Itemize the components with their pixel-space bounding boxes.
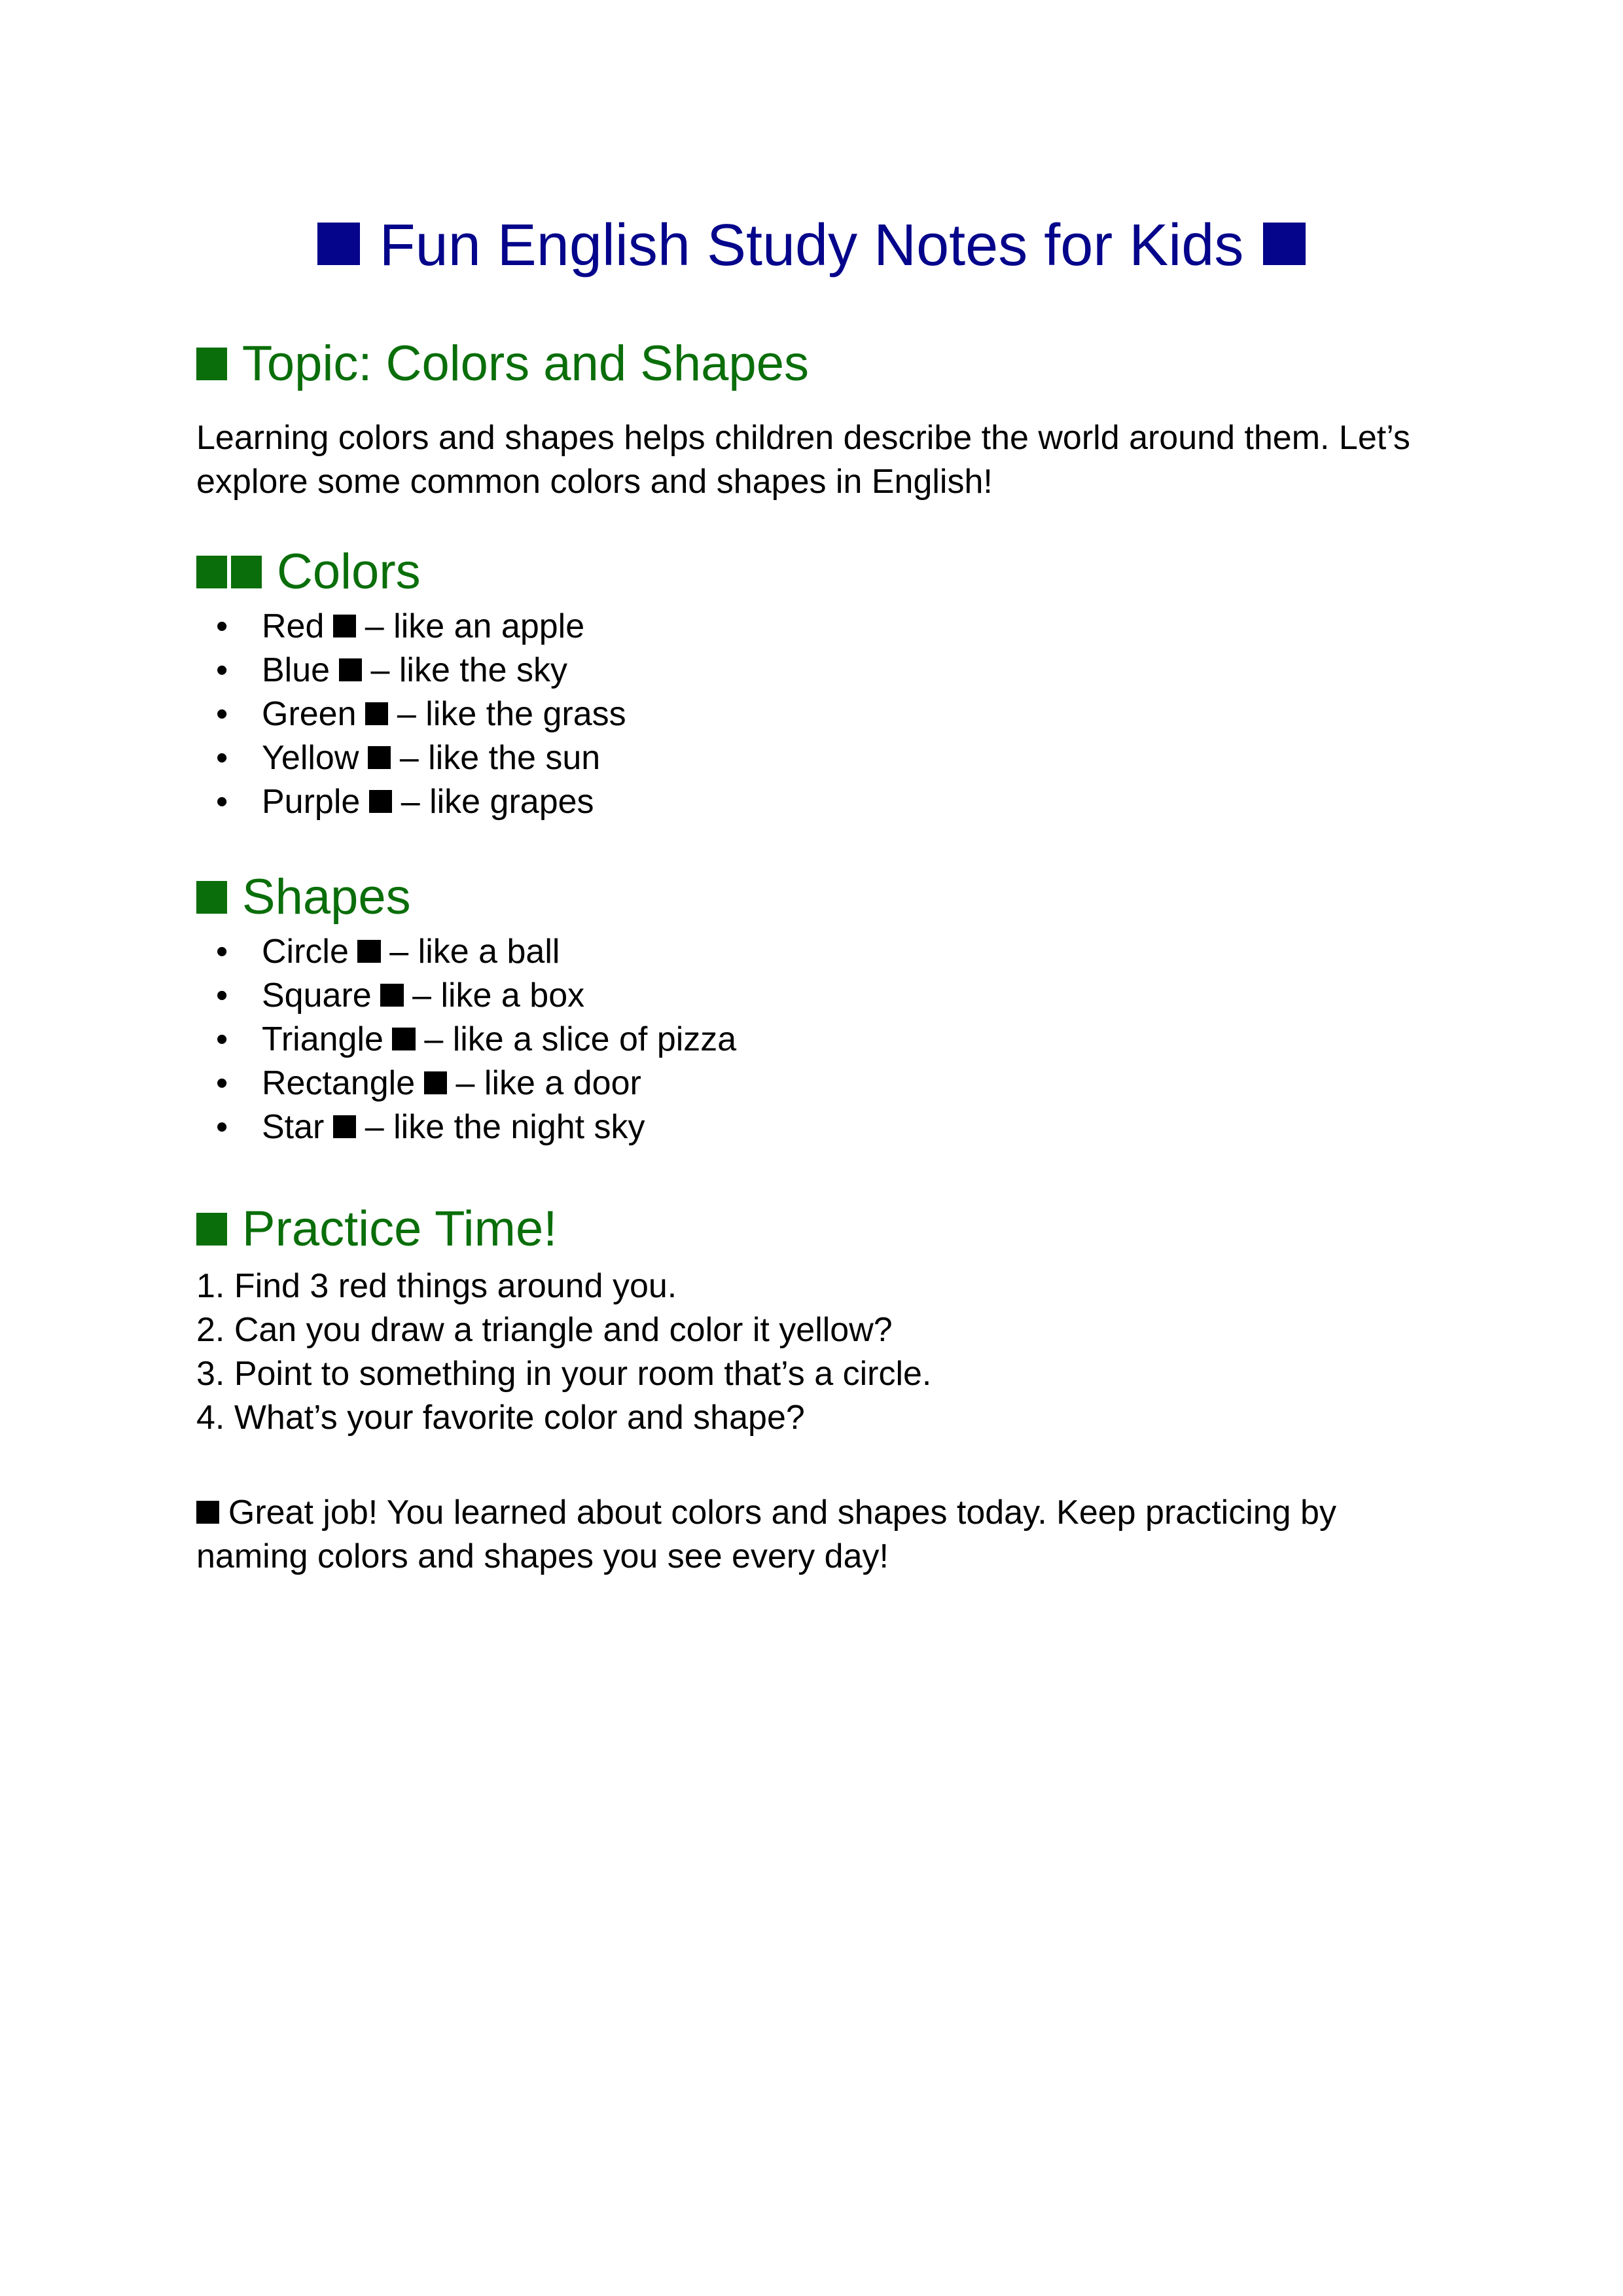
- bullet-icon: •: [216, 933, 228, 971]
- shapes-list: [196, 930, 1427, 1149]
- section-heading-colors: [196, 546, 1427, 598]
- practice-item-2: 2. Can you draw a triangle and color it yellow?: [196, 1311, 893, 1349]
- list-item-circle: [196, 930, 1427, 974]
- black-square-icon: [365, 702, 388, 725]
- section-heading-topic-text: Topic: Colors and Shapes: [241, 336, 809, 391]
- section-heading-shapes: [196, 871, 1427, 924]
- black-square-icon: [424, 1071, 447, 1094]
- shape-desc: – like a door: [455, 1064, 641, 1102]
- list-item-green: [196, 692, 1427, 736]
- page-title-text: Fun English Study Notes for Kids: [379, 213, 1244, 278]
- bullet-icon: •: [216, 695, 228, 733]
- practice-item-3: 3. Point to something in your room that’s a circle.: [196, 1355, 932, 1393]
- color-name: Purple: [262, 783, 361, 821]
- color-name: Yellow: [262, 739, 359, 777]
- shape-desc: – like the night sky: [365, 1108, 645, 1146]
- black-square-icon: [339, 658, 362, 681]
- black-square-icon: [357, 940, 380, 963]
- list-item-star: [196, 1105, 1427, 1149]
- section-heading-practice: [196, 1203, 1427, 1255]
- practice-list: [196, 1265, 1427, 1440]
- shape-name: Square: [262, 977, 372, 1014]
- list-item-rectangle: [196, 1062, 1427, 1105]
- color-desc: – like the sun: [399, 739, 601, 777]
- list-item-triangle: [196, 1018, 1427, 1062]
- bullet-icon: •: [216, 1020, 228, 1058]
- shape-name: Rectangle: [262, 1064, 416, 1102]
- color-desc: – like an apple: [365, 607, 585, 645]
- list-item-square: [196, 974, 1427, 1018]
- shape-desc: – like a box: [412, 977, 585, 1014]
- color-name: Green: [262, 695, 357, 733]
- black-square-icon: [333, 615, 356, 637]
- shape-desc: – like a ball: [389, 933, 560, 971]
- closing-note: [196, 1491, 1427, 1579]
- section-heading-practice-text: Practice Time!: [241, 1201, 558, 1257]
- color-desc: – like the sky: [370, 651, 568, 689]
- black-square-icon: [392, 1028, 415, 1050]
- green-square-icon: [196, 881, 227, 914]
- black-square-icon: [196, 1501, 219, 1524]
- shape-name: Circle: [262, 933, 349, 971]
- green-square-icon: [196, 556, 227, 588]
- list-item-yellow: [196, 736, 1427, 780]
- color-name: Blue: [262, 651, 330, 689]
- black-square-icon: [380, 984, 403, 1007]
- color-name: Red: [262, 607, 325, 645]
- section-heading-shapes-text: Shapes: [241, 869, 411, 925]
- navy-square-icon: [317, 223, 360, 265]
- shape-name: Triangle: [262, 1020, 383, 1058]
- green-square-icon: [196, 348, 227, 380]
- black-square-icon: [368, 746, 391, 769]
- bullet-icon: •: [216, 977, 228, 1014]
- practice-item-1: 1. Find 3 red things around you.: [196, 1267, 677, 1305]
- list-item-red: [196, 605, 1427, 649]
- intro-paragraph: Learning colors and shapes helps children describe the world around them. Let’s explore some common colors and shapes in English!: [196, 419, 1410, 501]
- bullet-icon: •: [216, 607, 228, 645]
- bullet-icon: •: [216, 651, 228, 689]
- page-title: [196, 213, 1427, 278]
- bullet-icon: •: [216, 739, 228, 777]
- color-desc: – like grapes: [401, 783, 594, 821]
- colors-list: [196, 605, 1427, 824]
- list-item-purple: [196, 780, 1427, 824]
- closing-note-text: Great job! You learned about colors and shapes today. Keep practicing by naming colors and shapes you see every day!: [196, 1494, 1336, 1575]
- shape-desc: – like a slice of pizza: [424, 1020, 737, 1058]
- bullet-icon: •: [216, 1064, 228, 1102]
- black-square-icon: [369, 790, 392, 813]
- color-desc: – like the grass: [397, 695, 626, 733]
- green-square-icon: [231, 556, 262, 588]
- green-square-icon: [196, 1213, 227, 1246]
- bullet-icon: •: [216, 783, 228, 821]
- practice-item-4: 4. What’s your favorite color and shape?: [196, 1399, 805, 1437]
- navy-square-icon: [1263, 223, 1306, 265]
- black-square-icon: [333, 1115, 356, 1138]
- section-heading-colors-text: Colors: [277, 544, 421, 600]
- list-item-blue: [196, 649, 1427, 692]
- shape-name: Star: [262, 1108, 325, 1146]
- section-heading-topic: [196, 338, 1427, 390]
- bullet-icon: •: [216, 1108, 228, 1146]
